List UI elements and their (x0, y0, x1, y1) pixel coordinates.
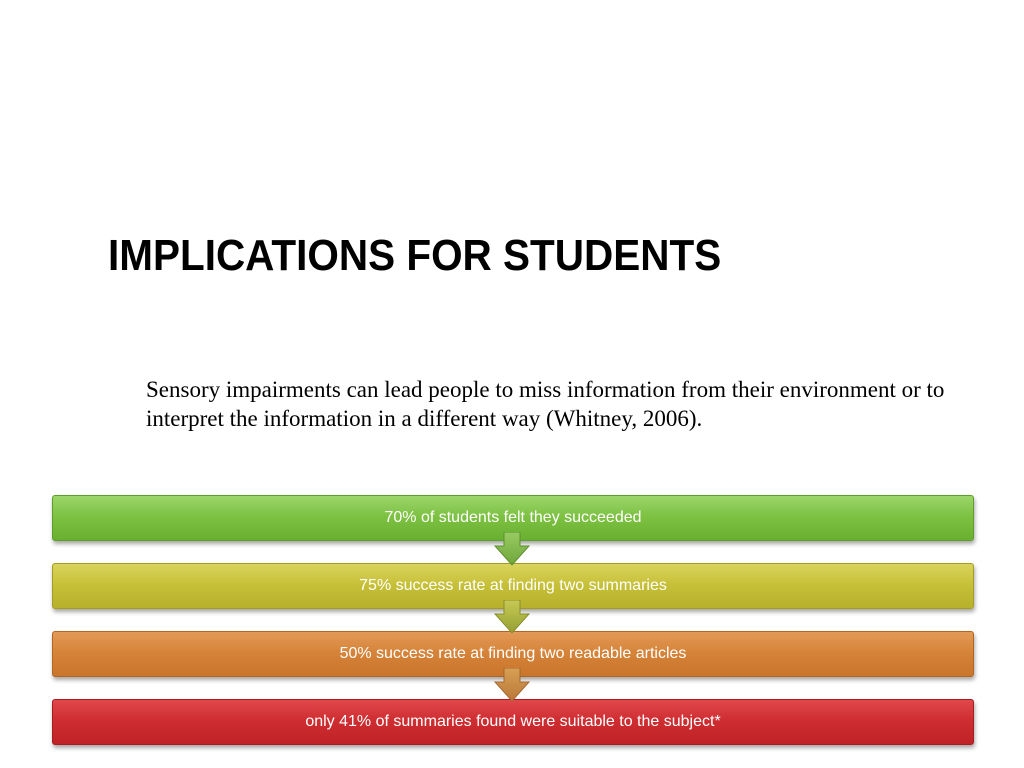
process-step-1: 70% of students felt they succeeded (52, 495, 974, 541)
process-step-3: 50% success rate at finding two readable articles (52, 631, 974, 677)
down-arrow-icon (494, 668, 530, 702)
slide-title: IMPLICATIONS FOR STUDENTS (108, 231, 722, 280)
down-arrow-icon (494, 532, 530, 566)
process-step-4: only 41% of summaries found were suitable to the subject* (52, 699, 974, 745)
process-step-2: 75% success rate at finding two summaries (52, 563, 974, 609)
slide-body-text: Sensory impairments can lead people to miss information from their environment or to interpret the information in a different way (Whitney, 2006). (146, 377, 945, 431)
down-arrow-icon (494, 600, 530, 634)
